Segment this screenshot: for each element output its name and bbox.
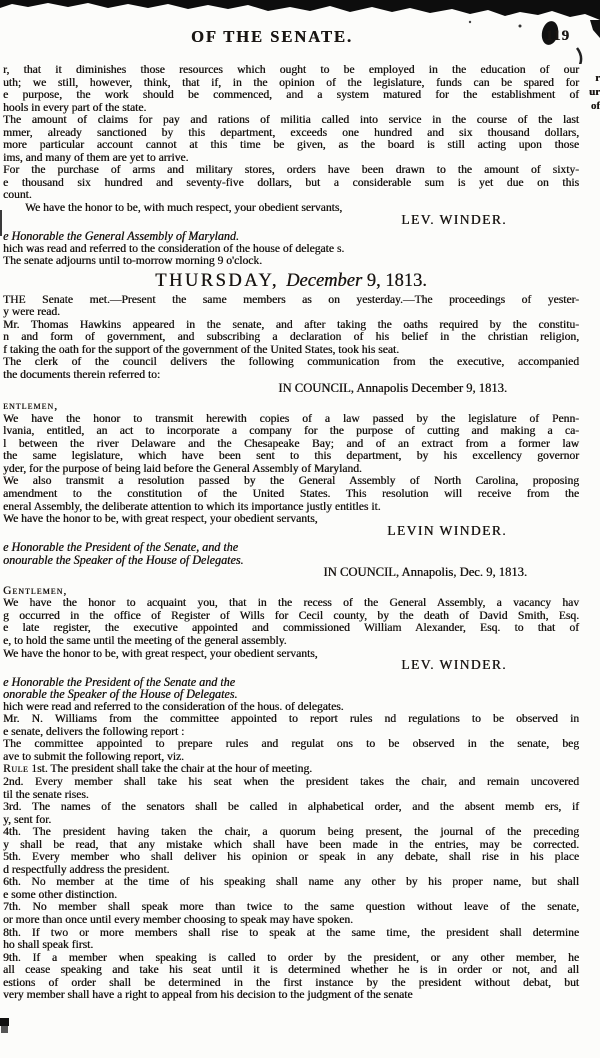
text-line: y shall be read, that any mistake which shall have been made in the entries, may be corrected. <box>3 837 579 851</box>
text-line: LEV. WINDER. <box>401 657 507 673</box>
text-line: very member shall have a right to appeal from his decision to the judgment of the senate <box>3 988 413 1002</box>
text-line: amendment to the constitution of the United States. This resolution will receive from the <box>3 486 579 500</box>
text-part: Rule <box>3 762 29 776</box>
text-line: We have the honor to be, with much respect, your obedient servants, <box>25 201 343 215</box>
text-line: y were read. <box>3 305 60 319</box>
running-header <box>0 27 600 53</box>
scan-artifact-right-text: of <box>590 100 600 112</box>
text-line: We have the honor to be, with great respect, your obedient servants, <box>3 646 318 660</box>
text-line: We also transmit a resolution passed by the General Assembly of North Carolina, proposing <box>3 474 579 488</box>
text-line: The committee appointed to prepare rules and regulat ons to be observed in the senate, beg <box>3 737 579 751</box>
scan-artifact-bottom-left <box>0 1018 9 1026</box>
text-line: count. <box>3 188 32 202</box>
text-line: 4th. The president having taken the chair, a quorum being present, the journal of the preceding <box>3 825 579 839</box>
text-line: e thousand six hundred and seventy-five dollars, but a considerable sum is yet due on this <box>3 175 579 189</box>
text-line: uth; we still, however, think, that if, in the opinion of the legislature, funds can be spared for <box>3 75 579 89</box>
text-line: f taking the oath for the support of the government of the United States, took his seat. <box>3 342 400 356</box>
text-line <box>3 271 579 292</box>
scan-artifact-bottom-left <box>1 1026 8 1033</box>
text-line: e senate, delivers the following report : <box>3 724 185 738</box>
text-line: 6th. No member at the time of his speaking shall name any other by his proper name, but shall <box>3 875 579 889</box>
text-line: yder, for the purpose of being laid before the General Assembly of Maryland. <box>3 461 362 475</box>
page-title: OF THE SENATE. <box>190 27 354 46</box>
page-lines <box>3 64 579 1002</box>
text-line: ave to submit the following report, viz. <box>3 749 184 763</box>
page-number: 119 <box>545 28 570 44</box>
text-line: 5th. Every member who shall deliver his opinion or speak in any debate, shall rise in his place <box>3 850 579 864</box>
text-line: We have the honor to transmit herewith copies of a law passed by the legislature of Penn- <box>3 411 579 425</box>
text-line: 7th. No member shall speak more than twice to the same question without leave of the senate, <box>3 900 579 914</box>
text-line: til the senate rises. <box>3 787 89 801</box>
text-line: more particular account cannot at this time be given, as the board is still acting upon those <box>3 138 579 152</box>
text-line: y, sent for. <box>3 812 52 826</box>
text-line: The amount of claims for pay and rations of militia called into service in the course of the last <box>3 113 579 127</box>
text-line: e Honorable the President of the Senate, and the <box>3 540 238 555</box>
text-line: onorable the Speaker of the House of Delegates. <box>3 687 238 702</box>
text-line: e Honorable the General Assembly of Maryland. <box>3 229 239 244</box>
text-line: or more than once until every member choosing to speak may have spoken. <box>3 913 353 926</box>
text-line: all cease speaking and take his seat until it is determined whether he is in order or not, and all <box>3 963 579 977</box>
text-line: We have the honor to be, with great respect, your obedient servants, <box>3 512 318 526</box>
text-line: e late register, the executive appointed and commissioned William Alexander, Esq. to that of <box>3 621 579 635</box>
text-line: e, to hold the same until the meeting of the general assembly. <box>3 633 287 647</box>
scan-artifact-left-edge <box>0 210 2 236</box>
text-line: 8th. If two or more members shall rise to speak at the same time, the president shall determine <box>3 925 579 939</box>
scan-artifact-right-text: ur <box>589 86 600 98</box>
text-line: l between the river Delaware and the Chesapeake Bay; and of an extract from a former law <box>3 436 579 450</box>
text-line: mmer, already sanctioned by this department, exceeds one hundred and six thousand dollars, <box>3 125 579 139</box>
text-line: 3rd. The names of the senators shall be called in alphabetical order, and the absent memb ers, if <box>3 800 579 814</box>
text-line: ims, and many of them are yet to arrive. <box>3 150 189 164</box>
text-line: e Honorable the President of the Senate and the <box>3 674 235 689</box>
text-line: LEVIN WINDER. <box>387 522 507 538</box>
text-part: 9, 1813. <box>362 270 427 291</box>
text-line: hich were read and referred to the consideration of the hous. of delegates. <box>3 699 344 713</box>
text-line: hools in every part of the state. <box>3 100 147 114</box>
text-part: 1st. The president shall take the chair at the hour of meeting. <box>28 762 313 776</box>
text-line: The clerk of the council delivers the following communication from the executive, accompanied <box>3 355 579 369</box>
text-line: d respectfully address the president. <box>3 862 170 876</box>
text-line: IN COUNCIL, Annapolis December 9, 1813. <box>278 380 507 395</box>
text-line: Mr. Thomas Hawkins appeared in the senate, and after taking the oaths required by the constitu- <box>3 317 579 331</box>
text-line: lvania, entitled, an act to incorporate a company for the purpose of cutting and making a ca- <box>3 424 579 438</box>
scan-artifact-right-text: r <box>595 72 600 84</box>
text-line: eneral Assembly, the deliberate attention to which its importance justly entitles it. <box>3 499 381 513</box>
text-line: IN COUNCIL, Annapolis, Dec. 9, 1813. <box>323 565 527 580</box>
text-line: LEV. WINDER. <box>401 211 507 227</box>
text-line: THE Senate met.—Present the same members as on yesterday.—The proceedings of yester- <box>3 292 579 306</box>
text-line: 2nd. Every member shall take his seat when the president takes the chair, and remain uncovered <box>3 774 579 788</box>
text-line: estions of order shall be determined in the first instance by the president without debat, but <box>3 975 579 989</box>
text-line: The senate adjourns until to-morrow morning 9 o'clock. <box>3 254 263 268</box>
text-line: r, that it diminishes those resources which ought to be employed in the education of our <box>3 63 579 76</box>
text-line: the same legislature, which have been sent to this department, by his excellency governor <box>3 449 579 463</box>
text-line: Mr. N. Williams from the committee appointed to report rules nd regulations to be observed in <box>3 712 579 726</box>
text-line: g occurred in the office of Register of Wills for Cecil county, by the death of David Smith, Esq. <box>3 608 579 622</box>
text-line: n and form of government, and subscribing a declaration of his belief in the christian religion, <box>3 330 579 344</box>
text-line: e purpose, the work should be commenced, and a system matured for the establishment of <box>3 88 579 102</box>
text-line: onourable the Speaker of the House of Delegates. <box>3 552 244 567</box>
text-line: the documents therein referred to: <box>3 368 161 382</box>
text-line: entlemen, <box>3 400 58 413</box>
text-line: hich was read and referred to the consideration of the house of delegate s. <box>3 241 345 255</box>
text-line: ho shall speak first. <box>3 938 94 952</box>
text-part: December <box>286 270 363 291</box>
text-part: THURSDAY, <box>155 270 287 291</box>
text-line: 9th. If a member when speaking is called to order by the president, or any other member, he <box>3 950 579 964</box>
text-line: We have the honor to acquaint you, that in the recess of the General Assembly, a vacancy hav <box>3 596 579 610</box>
text-line: Gentlemen, <box>3 584 68 597</box>
text-line: For the purchase of arms and military stores, orders have been drawn to the amount of sixty- <box>3 163 579 177</box>
text-line: e some other distinction. <box>3 887 117 901</box>
